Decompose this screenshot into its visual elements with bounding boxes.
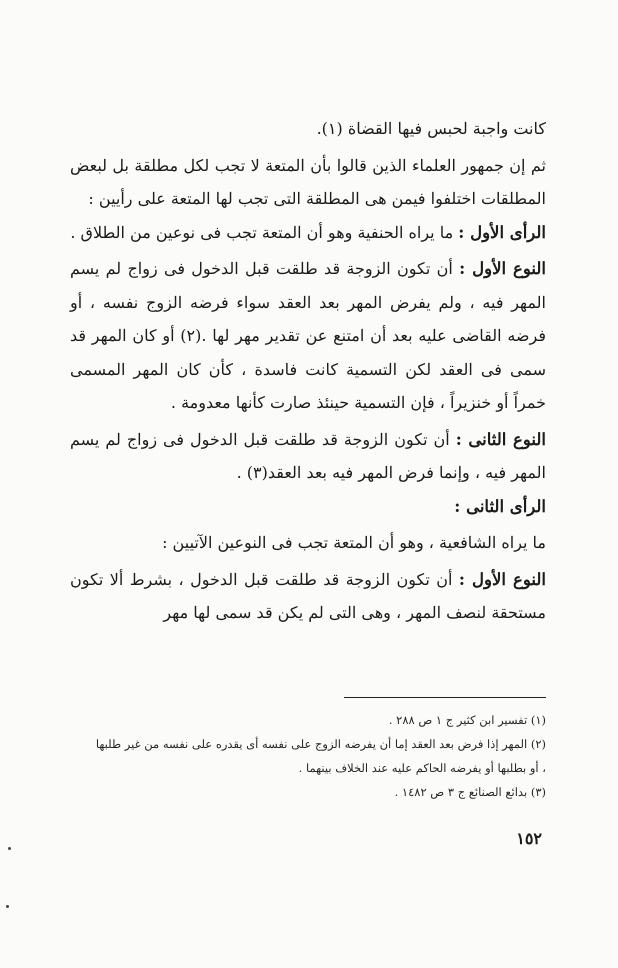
footnote-divider <box>344 697 546 698</box>
paragraph-text: ما يراه الحنفية وهو أن المتعة تجب فى نوعين من الطلاق . <box>70 222 454 242</box>
paragraph <box>70 563 546 630</box>
section-heading: الرأى الثانى : <box>454 496 546 516</box>
paragraph-text: ما يراه الشافعية ، وهو أن المتعة تجب فى النوعين الآتيين : <box>162 533 546 552</box>
section-heading: النوع الأول : <box>459 259 546 278</box>
footnote: (٣) بدائع الصنائع ج ٣ ص ١٤٨٢ . <box>394 785 546 799</box>
section-heading: النوع الثانى : <box>455 429 546 449</box>
paragraph <box>70 112 546 146</box>
footnotes <box>92 708 546 804</box>
section-heading: الرأى الأول : <box>458 222 546 242</box>
footnote: (٢) المهر إذا فرض بعد العقد إما أن يفرضه الزوج على نفسه أى يقدره على نفسه من غير طلبها ، أو بطلبها أو يفرضه الحاكم عليه عند الخلاف بينهما . <box>95 737 546 775</box>
main-text <box>70 112 546 630</box>
paragraph-text: أن تكون الزوجة قد طلقت قبل الدخول فى زواج لم يسم المهر فيه ، ولم يفرض المهر بعد العقد سواء فرضه الزوج نفسه ، أو فرضه القاضى عليه بعد أن امتنع عن تقدير مهر لها .(٢) أو كان المهر قد سمى فى العقد لكن التسمية كانت فاسدة ، كأن كان المهر المسمى خمراً أو خنزيراً ، فإن التسمية حينئذ صارت كأنها معدومة . <box>70 259 546 412</box>
paragraph <box>70 423 546 490</box>
paragraph-text: أن تكون الزوجة قد طلقت قبل الدخول ، بشرط ألا تكون مستحقة لنصف المهر ، وهى التى لم يكن قد سمى لها مهر <box>70 569 546 622</box>
section-heading: النوع الأول : <box>458 569 546 589</box>
paragraph <box>70 216 546 250</box>
page-number: ١٥٢ <box>516 829 542 848</box>
paragraph <box>70 149 546 216</box>
paragraph <box>70 526 546 560</box>
paragraph <box>70 252 546 420</box>
footnote: (١) تفسير ابن كثير ج ١ ص ٢٨٨ . <box>388 713 546 727</box>
scan-speck <box>8 847 11 850</box>
paragraph-text: كانت واجبة لحبس فيها القضاة (١). <box>316 119 546 138</box>
paragraph <box>70 490 546 524</box>
scan-speck <box>6 905 9 908</box>
paragraph-text: أن تكون الزوجة قد طلقت قبل الدخول فى زواج لم يسم المهر فيه ، وإنما فرض المهر فيه بعد العقد(٣) . <box>70 429 546 482</box>
paragraph-text: ثم إن جمهور العلماء الذين قالوا بأن المتعة لا تجب لكل مطلقة بل لبعض المطلقات اختلفوا فيمن هى المطلقة التى تجب لها المتعة على رأيين : <box>70 155 546 208</box>
